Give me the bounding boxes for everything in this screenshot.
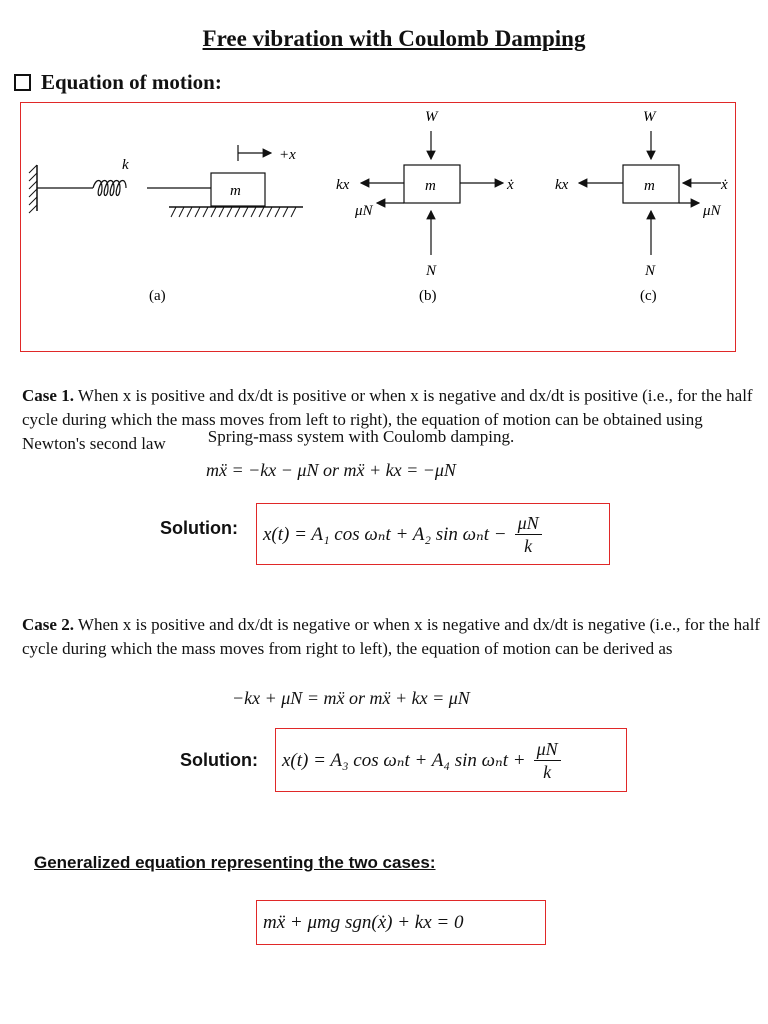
checkbox-square-icon [14,74,31,91]
svg-text:m: m [425,178,436,194]
svg-text:kx: kx [555,177,569,193]
svg-text:m: m [644,178,655,194]
case2-equation: −kx + μN = mẍ or mẍ + kx = μN [232,688,470,708]
svg-text:μN: μN [355,203,373,219]
case1-equation: mẍ = −kx − μN or mẍ + kx = −μN [206,460,456,480]
case2-label: Case 2. [22,615,74,634]
section-heading-text: Equation of motion: [41,70,222,94]
panel-a-label: (a) [149,288,166,304]
case1-solution-fraction: $\frac{\mu N}{k}$ [515,512,542,557]
svg-text:ẋ: ẋ [721,177,728,193]
svg-text:ẋ: ẋ [507,177,514,193]
panel-c [555,109,728,304]
page-title: Free vibration with Coulomb Damping [202,26,586,51]
figure-caption: Spring-mass system with Coulomb damping. [207,427,515,446]
case1-solution: x(t) = A₁ cos ωₙt + A₂ sin ωₙt − [263,523,507,545]
panel-a [29,145,303,304]
svg-text:W: W [425,109,438,125]
generalized-equation-box [256,900,546,945]
spring-mass-diagram [21,103,737,353]
generalized-heading: Generalized equation representing the two cases: [34,853,436,872]
case1-solution-label: Solution: [160,518,238,538]
case2-paragraph [22,613,762,661]
svg-text:W: W [643,109,656,125]
case1-solution-box [256,503,610,565]
spring-label: k [122,157,129,173]
mass-label-a: m [230,183,241,199]
svg-text:kx: kx [336,177,350,193]
case1-paragraph [22,384,762,456]
section-heading [14,70,222,95]
generalized-equation: mẍ + μmg sgn(ẋ) + kx = 0 [263,911,464,933]
panel-b [336,109,514,304]
case2-solution-fraction: $\frac{\mu N}{k}$ [534,738,561,783]
case2-solution-box [275,728,627,792]
direction-label: +x [279,147,296,163]
svg-text:(c): (c) [640,288,657,304]
svg-text:μN: μN [703,203,721,219]
case2-solution-label: Solution: [180,750,258,770]
case2-text: When x is positive and dx/dt is negative or when x is negative and dx/dt is negative (i.e., for the half cycle during which the mass moves from right to left), the equation of motion can be derived as [22,615,761,658]
case1-label: Case 1. [22,386,74,405]
svg-text:N: N [426,263,437,279]
spring-coil [93,181,126,196]
case1-text: When x is positive and dx/dt is positive or when x is negative and dx/dt is positive (i.e., for the half cycle during which the mass moves from left to right), the equation of motion can be obtained using Newton's second law [22,386,753,453]
svg-text:(b): (b) [419,288,437,304]
case2-solution: x(t) = A₃ cos ωₙt + A₄ sin ωₙt + [282,749,526,771]
svg-text:N: N [645,263,656,279]
